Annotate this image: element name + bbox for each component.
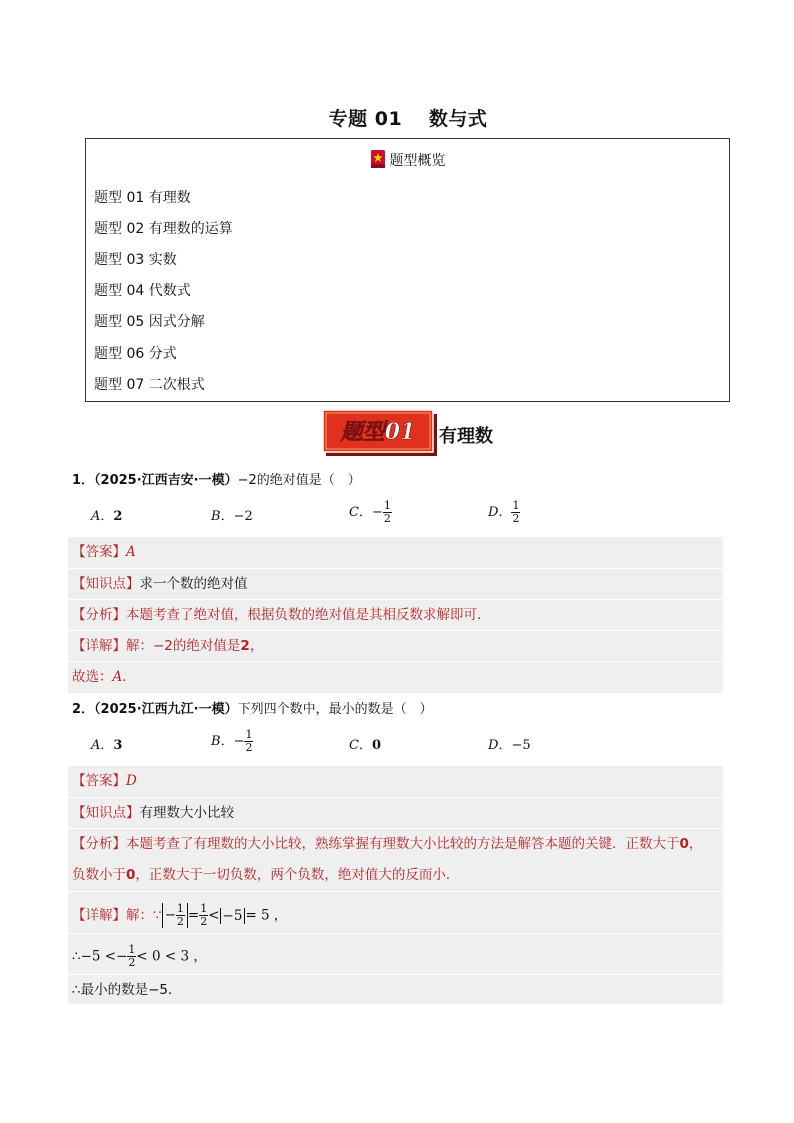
q1-option-a: A．2	[91, 509, 123, 524]
overview-item-6: 题型 06 分式	[94, 346, 177, 362]
q2-option-c: C．0	[349, 738, 382, 753]
q2-option-a: A．3	[91, 738, 123, 753]
q2-step-2: ∴−5 <− $\frac{1}{2}$ < 0 < 3 ，	[72, 943, 207, 969]
overview-box	[85, 138, 730, 402]
divider	[68, 933, 723, 934]
q2-analysis-line-2: 负数小于0，正数大于一切负数，两个负数，绝对值大的反而小．	[72, 867, 460, 883]
q1-option-c: C．− $\frac{1}{2}$	[349, 499, 391, 525]
q1-source: （2025·江西吉安·一模）	[94, 473, 238, 488]
q2-detail: 【详解】解：∵ − $\frac{1}{2}$ = $\frac{1}{2}$ < −5 = 5 ，	[72, 902, 288, 928]
question-1	[72, 472, 361, 490]
overview-heading-text: 题型概览	[389, 153, 446, 169]
q1-answer: 【答案】A	[72, 544, 136, 560]
divider	[68, 630, 723, 631]
q2-option-b: B．− $\frac{1}{2}$	[211, 728, 253, 754]
q2-analysis-line-1: 【分析】本题考查了有理数的大小比较，熟练掌握有理数大小比较的方法是解答本题的关键．正数大于0，	[72, 836, 703, 852]
overview-item-1: 题型 01 有理数	[94, 190, 191, 206]
q1-option-b: B．−2	[211, 509, 253, 524]
section-banner-text: 题型01	[340, 419, 416, 445]
divider	[68, 891, 723, 892]
divider	[68, 568, 723, 569]
overview-item-2: 题型 02 有理数的运算	[94, 221, 233, 237]
q1-number: 1．	[72, 473, 95, 488]
divider	[68, 974, 723, 975]
q2-stem: 下列四个数中，最小的数是（ ）	[237, 702, 433, 717]
q2-number: 2．	[72, 702, 95, 717]
q2-final: ∴最小的数是−5．	[72, 982, 182, 998]
q1-choose: 故选：A．	[72, 669, 136, 685]
question-2	[72, 701, 433, 719]
q1-stem: −2的绝对值是（ ）	[237, 473, 361, 488]
overview-item-7: 题型 07 二次根式	[94, 377, 205, 393]
divider	[68, 661, 723, 662]
q2-answer: 【答案】D	[72, 773, 137, 789]
section-banner	[323, 410, 437, 456]
book-icon	[370, 149, 386, 169]
q1-analysis: 【分析】本题考查了绝对值，根据负数的绝对值是其相反数求解即可．	[72, 607, 491, 623]
q1-knowledge-point: 【知识点】求一个数的绝对值	[72, 576, 248, 592]
section-label: 有理数	[439, 426, 493, 447]
overview-item-3: 题型 03 实数	[94, 252, 177, 268]
overview-item-4: 题型 04 代数式	[94, 283, 191, 299]
q2-option-d: D．−5	[488, 738, 531, 753]
overview-heading	[86, 149, 729, 172]
q2-knowledge-point: 【知识点】有理数大小比较	[72, 805, 234, 821]
q1-detail: 【详解】解：−2的绝对值是2，	[72, 638, 264, 654]
q2-source: （2025·江西九江·一模）	[94, 702, 238, 717]
divider	[68, 797, 723, 798]
divider	[68, 599, 723, 600]
q1-option-d: D． $\frac{1}{2}$	[488, 499, 520, 525]
page-title: 专题 01 数与式	[328, 108, 488, 130]
overview-item-5: 题型 05 因式分解	[94, 314, 205, 330]
divider	[68, 828, 723, 829]
